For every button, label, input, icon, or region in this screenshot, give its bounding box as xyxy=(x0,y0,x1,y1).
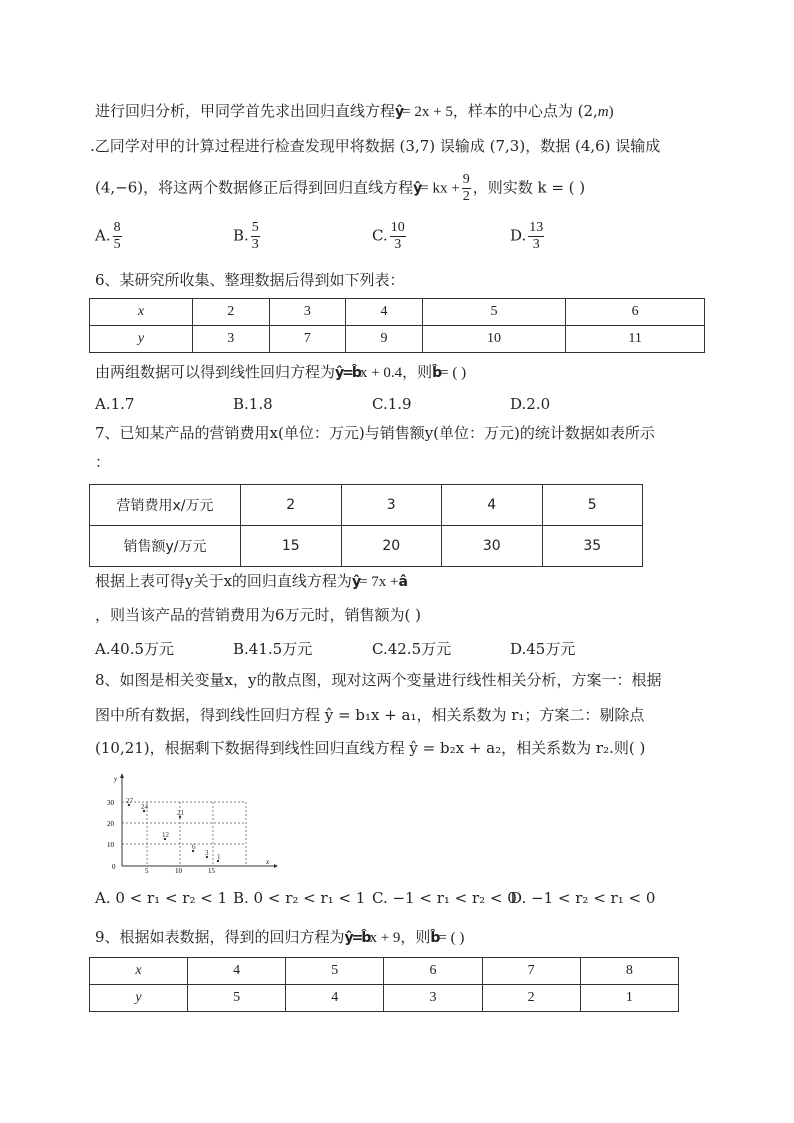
y-hat-symbol: ŷ xyxy=(395,104,403,120)
q8-line3: (10,21)，根据剩下数据得到线性回归直线方程 ŷ = b₂x + a₂，相关系数为 r₂.则( ) xyxy=(95,739,646,757)
table-cell: 3 xyxy=(341,485,442,526)
table-cell: 2 xyxy=(482,985,580,1012)
q7-stem: 7、已知某产品的营销费用x(单位：万元)与销售额y(单位：万元)的统计数据如表所示 xyxy=(95,424,655,442)
y-axis-arrow xyxy=(120,773,124,778)
q5-line1-text: 进行回归分析，甲同学首先求出回归直线方程 xyxy=(95,102,396,120)
q5-m-symbol: m xyxy=(597,104,609,120)
table-header-x: x xyxy=(90,299,193,326)
table-cell: 3 xyxy=(269,299,346,326)
table-cell: 4 xyxy=(286,985,384,1012)
q7-line1 xyxy=(95,571,406,592)
q8-line2: 图中所有数据，得到线性回归方程 ŷ = b₁x + a₁，相关系数为 r₁；方案二：剔除点 xyxy=(95,706,645,724)
y-hat-symbol: ŷ= xyxy=(344,930,362,946)
y-tick-label: 0 xyxy=(112,863,116,871)
q7-option-a[interactable]: A.40.5万元 xyxy=(95,640,174,658)
q5-line3-tail: ，则实数 k = ( ) xyxy=(472,178,586,197)
q5-line1 xyxy=(95,101,614,122)
table-cell: 10 xyxy=(422,326,566,353)
x-tick-label: 5 xyxy=(145,867,149,874)
table-cell: 5 xyxy=(188,985,286,1012)
point-label: 21 xyxy=(177,809,184,817)
q8-line1: 8、如图是相关变量x，y的散点图，现对这两个变量进行线性相关分析，方案一：根据 xyxy=(95,671,662,689)
q5-option-c[interactable]: C. $\frac{10}{3}$ xyxy=(372,220,405,252)
y-hat-symbol: ŷ xyxy=(351,574,360,590)
table-header-sales: 销售额y/万元 xyxy=(90,526,241,567)
table-row xyxy=(90,299,705,326)
q5-line2: .乙同学对甲的计算过程进行检查发现甲将数据 (3,7) 误输成 (7,3)，数据 (4,6) 误输成 xyxy=(90,137,661,155)
table-cell: 5 xyxy=(286,958,384,985)
y-tick-label: 20 xyxy=(107,820,114,828)
b-hat-symbol: b̂ xyxy=(351,365,360,381)
q5-option-b[interactable]: B. $\frac{5}{3}$ xyxy=(233,220,259,252)
table-cell: 4 xyxy=(346,299,423,326)
b-hat-symbol: b̂ xyxy=(430,930,439,946)
q8-option-b[interactable]: B. 0 < r₂ < r₁ < 1 xyxy=(233,889,366,907)
q9-data-table xyxy=(89,957,679,1012)
table-cell: 30 xyxy=(442,526,543,567)
y-tick-label: 10 xyxy=(107,841,114,849)
point-label: 3 xyxy=(205,849,209,857)
q6-option-a[interactable]: A.1.7 xyxy=(95,395,135,413)
q9-equation: x + 9 xyxy=(369,930,401,946)
table-header-y: y xyxy=(90,326,193,353)
q6-line2 xyxy=(95,362,466,383)
x-tick-label: 10 xyxy=(175,867,182,874)
table-row xyxy=(90,526,643,567)
q7-equation: = 7x + xyxy=(359,574,399,590)
table-cell: 2 xyxy=(193,299,270,326)
q5-line3-text: (4,−6)，将这两个数据修正后得到回归直线方程 xyxy=(95,178,414,197)
q7-line2: ，则当该产品的营销费用为6万元时，销售额为( ) xyxy=(95,606,422,624)
y-hat-symbol: ŷ xyxy=(413,180,421,197)
q5-equation-1: = 2x + 5 xyxy=(402,104,453,120)
x-tick-label: 15 xyxy=(208,867,215,874)
q6-option-d[interactable]: D.2.0 xyxy=(510,395,551,413)
q6-blank: = ( ) xyxy=(440,365,467,381)
table-row xyxy=(90,326,705,353)
q7-option-b[interactable]: B.41.5万元 xyxy=(233,640,313,658)
table-row xyxy=(90,485,643,526)
q7-data-table xyxy=(89,484,643,567)
q7-line1-text: 根据上表可得y关于x的回归直线方程为 xyxy=(95,572,352,590)
table-cell: 3 xyxy=(384,985,482,1012)
table-cell: 4 xyxy=(442,485,543,526)
a-hat-symbol: â xyxy=(398,574,406,590)
q6-line2-text: 由两组数据可以得到线性回归方程为 xyxy=(95,363,336,381)
table-cell: 9 xyxy=(346,326,423,353)
table-cell: 6 xyxy=(566,299,705,326)
q9-stem-text: 9、根据如表数据，得到的回归方程为 xyxy=(95,928,345,946)
q8-option-c[interactable]: C. −1 < r₁ < r₂ < 0 xyxy=(372,889,517,907)
point-label: 12 xyxy=(162,831,169,839)
point-label: 6 xyxy=(192,843,196,851)
table-cell: 1 xyxy=(580,985,678,1012)
table-cell: 15 xyxy=(241,526,342,567)
table-header-x: x xyxy=(90,958,188,985)
q5-center-text: ，样本的中心点为 (2, xyxy=(452,102,598,120)
table-cell: 11 xyxy=(566,326,705,353)
scatter-plot xyxy=(104,772,280,874)
table-cell: 2 xyxy=(241,485,342,526)
b-hat-symbol: b̂ xyxy=(361,930,370,946)
y-hat-symbol: ŷ= xyxy=(335,365,352,381)
table-cell: 8 xyxy=(580,958,678,985)
q6-equation: x + 0.4 xyxy=(359,365,403,381)
q9-blank: = ( ) xyxy=(438,930,465,946)
q7-option-c[interactable]: C.42.5万元 xyxy=(372,640,452,658)
table-cell: 4 xyxy=(188,958,286,985)
table-cell: 20 xyxy=(341,526,442,567)
table-cell: 6 xyxy=(384,958,482,985)
q7-option-d[interactable]: D.45万元 xyxy=(510,640,576,658)
y-tick-label: 30 xyxy=(107,799,114,807)
q5-option-a[interactable]: A. $\frac{8}{5}$ xyxy=(95,220,121,252)
q6-stem: 6、某研究所收集、整理数据后得到如下列表： xyxy=(95,271,405,289)
table-cell: 5 xyxy=(542,485,643,526)
q6-option-b[interactable]: B.1.8 xyxy=(233,395,273,413)
table-cell: 7 xyxy=(482,958,580,985)
table-cell: 5 xyxy=(422,299,566,326)
point-label: 1 xyxy=(217,853,221,861)
q5-close-paren: ) xyxy=(608,104,614,120)
b-hat-symbol: b̂ xyxy=(432,365,441,381)
q8-option-d[interactable]: D. −1 < r₂ < r₁ < 0 xyxy=(510,889,656,907)
point-label: 27 xyxy=(126,797,133,805)
fraction-9-2: $\frac{9}{2}$ xyxy=(462,172,470,204)
table-cell: 35 xyxy=(542,526,643,567)
q5-equation-2: = kx + xyxy=(420,180,460,197)
q6-option-c[interactable]: C.1.9 xyxy=(372,395,412,413)
table-header-cost: 营销费用x/万元 xyxy=(90,485,241,526)
table-header-y: y xyxy=(90,985,188,1012)
q5-line3 xyxy=(95,172,585,205)
table-row xyxy=(90,958,679,985)
q7-stem-tail: ： xyxy=(95,453,111,471)
q6-then: ，则 xyxy=(402,363,433,381)
q9-then: ，则 xyxy=(400,928,431,946)
table-cell: 3 xyxy=(193,326,270,353)
table-cell: 7 xyxy=(269,326,346,353)
q8-option-a[interactable]: A. 0 < r₁ < r₂ < 1 xyxy=(95,889,228,907)
q9-stem xyxy=(95,927,464,948)
q5-option-d[interactable]: D. $\frac{13}{3}$ xyxy=(510,220,544,252)
grid xyxy=(122,802,246,866)
y-axis-label: y xyxy=(114,775,118,783)
q6-data-table xyxy=(89,298,705,353)
table-row xyxy=(90,985,679,1012)
x-axis-label: x xyxy=(266,858,270,866)
point-label: 24 xyxy=(141,803,148,811)
x-axis-arrow xyxy=(274,864,278,868)
